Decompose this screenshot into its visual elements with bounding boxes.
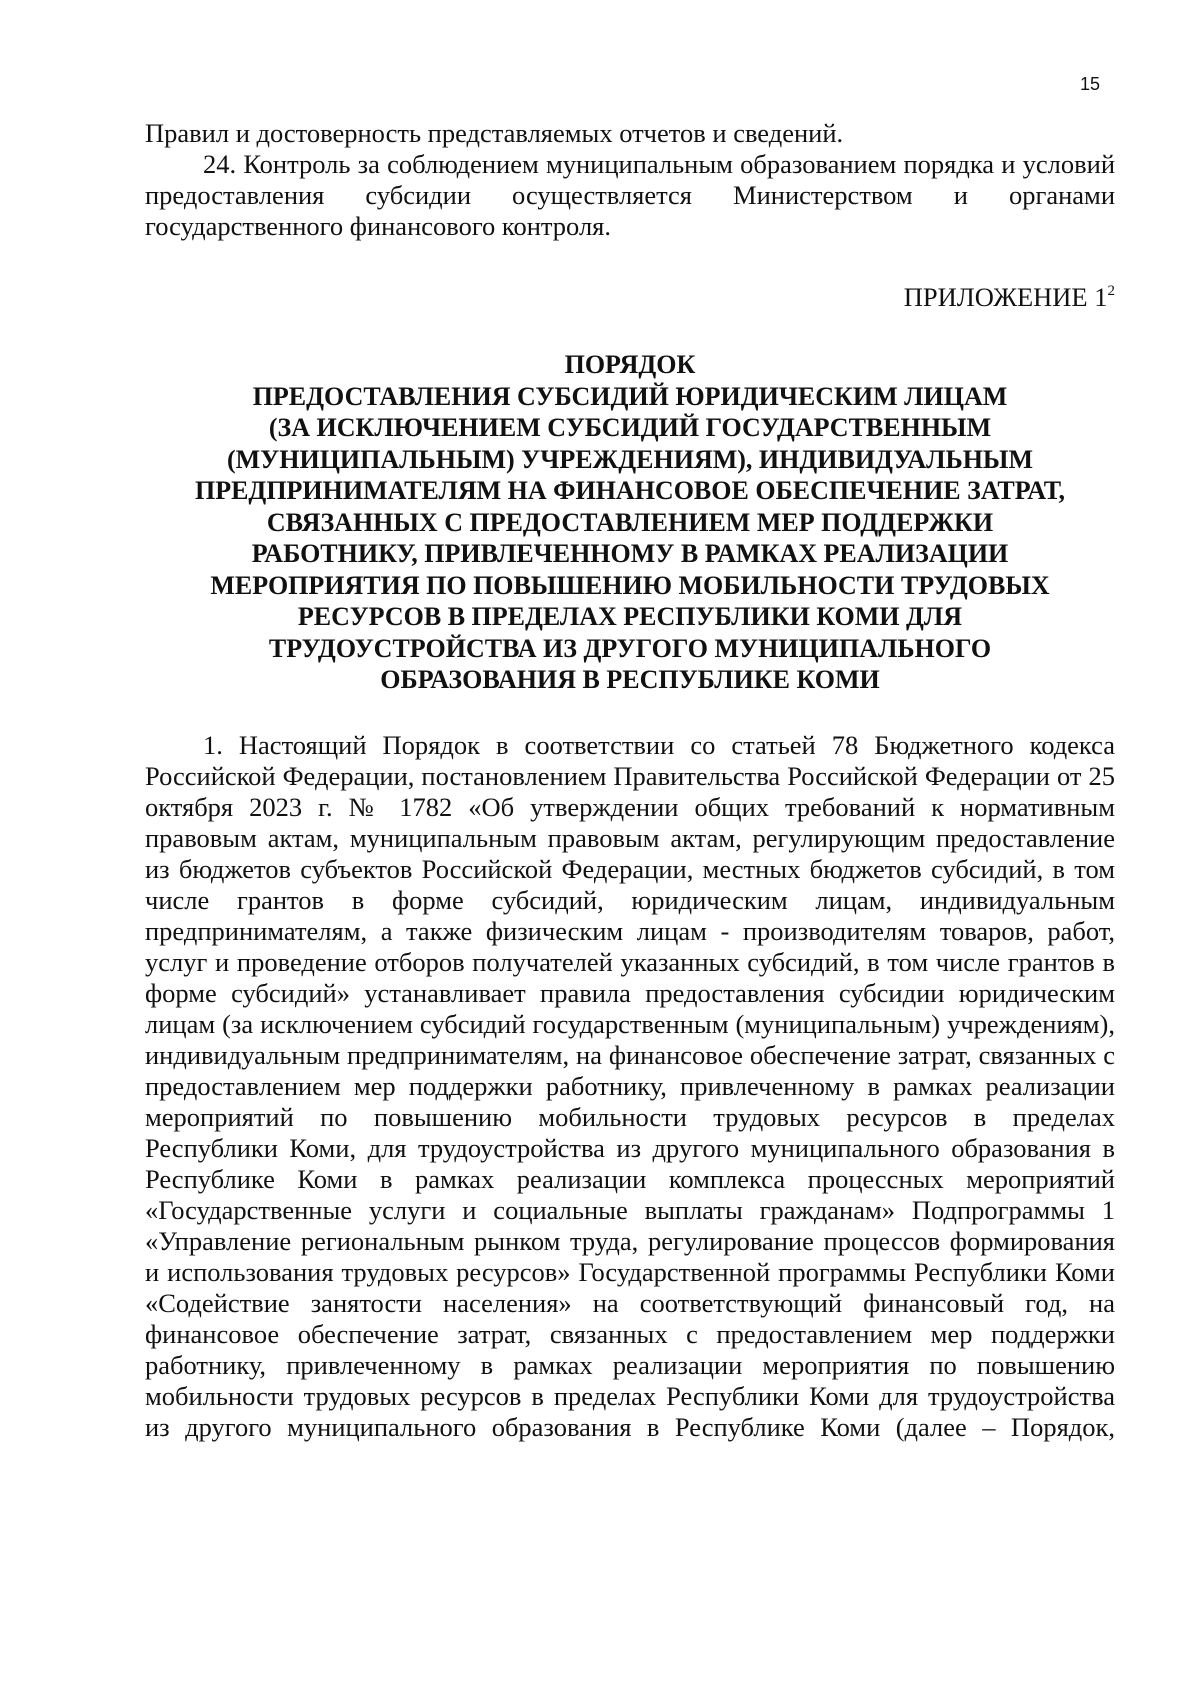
title-line: РЕСУРСОВ В ПРЕДЕЛАХ РЕСПУБЛИКИ КОМИ ДЛЯ xyxy=(297,602,963,631)
appendix-label-text: ПРИЛОЖЕНИЕ 1 xyxy=(903,282,1108,312)
document-content xyxy=(145,118,1115,1443)
title-line: МЕРОПРИЯТИЯ ПО ПОВЫШЕНИЮ МОБИЛЬНОСТИ ТРУДОВЫХ xyxy=(210,570,1050,600)
title-line: (ЗА ИСКЛЮЧЕНИЕМ СУБСИДИЙ ГОСУДАРСТВЕННЫМ xyxy=(268,413,992,442)
paragraph-item-24: 24. Контроль за соблюдением муниципальным образованием порядка и условий предоставления субсидии осуществляется Министерством и органами государственного финансового контроля. xyxy=(145,149,1115,241)
paragraph-item-1: 1. Настоящий Порядок в соответствии со статьей 78 Бюджетного кодекса Российской Федерации, постановлением Правительства Российской Федерации от 25 октября 2023 г. № 1782 «Об утверждении общих требований к нормативным правовым актам, муниципальным правовым актам, регулирующим предоставление из бюджетов субъектов Российской Федерации, местных бюджетов субсидий, в том числе грантов в форме субсидий, юридическим лицам, индивидуальным предпринимателям, а также физическим лицам - производителям товаров, работ, услуг и проведение отборов получателей указанных субсидий, в том числе грантов в форме субсидий» устанавливает правила предоставления субсидии юридическим лицам (за исключением субсидий государственным (муниципальным) учреждениям), индивидуальным предпринимателям, на финансовое обеспечение затрат, связанных с предоставлением мер поддержки работнику, привлеченному в рамках реализации мероприятий по повышению мобильности трудовых ресурсов в пределах Республики Коми, для трудоустройства из другого муниципального образования в Республике Коми в рамках реализации комплекса процессных мероприятий «Государственные услуги и социальные выплаты гражданам» Подпрограммы 1 «Управление региональным рынком труда, регулирование процессов формирования и использования трудовых ресурсов» Государственной программы Республики Коми «Содействие занятости населения» на соответствующий финансовый год, на финансовое обеспечение затрат, связанных с предоставлением мер поддержки работнику, привлеченному в рамках реализации мероприятия по повышению мобильности трудовых ресурсов в пределах Республики Коми для трудоустройства из другого муниципального образования в Республике Коми (далее – Порядок, xyxy=(145,729,1115,1442)
appendix-label xyxy=(145,282,1115,313)
body-text xyxy=(145,730,1115,1443)
document-title xyxy=(145,349,1115,696)
title-line: СВЯЗАННЫХ С ПРЕДОСТАВЛЕНИЕМ МЕР ПОДДЕРЖКИ xyxy=(266,507,994,537)
title-line: ТРУДОУСТРОЙСТВА ИЗ ДРУГОГО МУНИЦИПАЛЬНОГО xyxy=(268,633,992,663)
title-line: ПРЕДОСТАВЛЕНИЯ СУБСИДИЙ ЮРИДИЧЕСКИМ ЛИЦАМ xyxy=(252,381,1008,411)
title-line: РАБОТНИКУ, ПРИВЛЕЧЕННОМУ В РАМКАХ РЕАЛИЗАЦИИ xyxy=(251,539,1009,568)
title-line: ПОРЯДОК xyxy=(564,350,696,379)
title-line: (МУНИЦИПАЛЬНЫМ) УЧРЕЖДЕНИЯМ), ИНДИВИДУАЛЬНЫМ xyxy=(226,444,1033,474)
appendix-superscript: 2 xyxy=(1107,283,1115,299)
paragraph-continuation: Правил и достоверность представляемых отчетов и сведений. xyxy=(145,118,844,148)
title-line: ОБРАЗОВАНИЯ В РЕСПУБЛИКЕ КОМИ xyxy=(380,665,880,694)
page-number: 15 xyxy=(1079,74,1100,94)
title-line: ПРЕДПРИНИМАТЕЛЯМ НА ФИНАНСОВОЕ ОБЕСПЕЧЕНИЕ ЗАТРАТ, xyxy=(194,476,1065,505)
